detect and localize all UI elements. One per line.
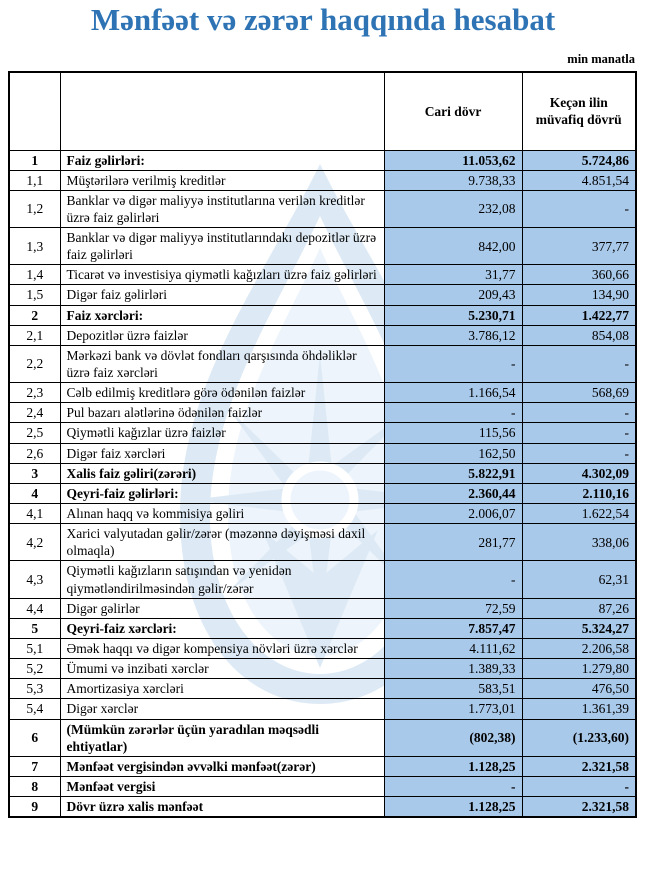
table-row: [9, 659, 636, 679]
row-previous-value: 62,31: [522, 561, 636, 598]
row-current-value: 1.166,54: [384, 383, 522, 403]
row-number: 4,2: [9, 524, 60, 561]
row-current-value: 1.128,25: [384, 756, 522, 776]
row-label: Mərkəzi bank və dövlət fondları qarşısında öhdəliklər üzrə faiz xərcləri: [60, 345, 384, 382]
table-row: [9, 797, 636, 818]
row-current-value: 1.773,01: [384, 699, 522, 719]
row-previous-value: -: [522, 190, 636, 227]
row-label: Xalis faiz gəliri(zərəri): [60, 463, 384, 483]
row-previous-value: 1.361,39: [522, 699, 636, 719]
row-number: 7: [9, 756, 60, 776]
row-number: 2,5: [9, 423, 60, 443]
row-number: 2,6: [9, 443, 60, 463]
row-number: 2: [9, 305, 60, 325]
row-number: 2,4: [9, 403, 60, 423]
row-label: Digər faiz xərcləri: [60, 443, 384, 463]
row-label: Faiz gəlirləri:: [60, 150, 384, 170]
row-previous-value: 2.206,58: [522, 639, 636, 659]
row-number: 5,3: [9, 679, 60, 699]
row-current-value: 5.230,71: [384, 305, 522, 325]
row-number: 5,1: [9, 639, 60, 659]
table-row: [9, 504, 636, 524]
table-row: [9, 463, 636, 483]
row-previous-value: 1.422,77: [522, 305, 636, 325]
row-previous-value: -: [522, 443, 636, 463]
row-label: Ümumi və inzibati xərclər: [60, 659, 384, 679]
row-current-value: 31,77: [384, 265, 522, 285]
row-label: Müştərilərə verilmiş kreditlər: [60, 170, 384, 190]
row-current-value: 7.857,47: [384, 618, 522, 638]
row-current-value: 2.360,44: [384, 483, 522, 503]
header-row: [9, 72, 636, 150]
row-previous-value: 4.302,09: [522, 463, 636, 483]
row-number: 2,2: [9, 345, 60, 382]
row-current-value: 4.111,62: [384, 639, 522, 659]
table-row: [9, 699, 636, 719]
row-label: Qiymətli kağızların satışından və yenidən qiymətləndirilməsindən gəlir/zərər: [60, 561, 384, 598]
row-current-value: 209,43: [384, 285, 522, 305]
row-label: Digər faiz gəlirləri: [60, 285, 384, 305]
unit-note: min manatla: [567, 52, 635, 66]
row-label: Amortizasiya xərcləri: [60, 679, 384, 699]
row-previous-value: 5.724,86: [522, 150, 636, 170]
table-row: [9, 483, 636, 503]
row-label: Banklar və digər maliyyə institutlarına verilən kreditlər üzrə faiz gəlirləri: [60, 190, 384, 227]
row-current-value: -: [384, 345, 522, 382]
row-label: Xarici valyutadan gəlir/zərər (məzənnə dəyişməsi daxil olmaqla): [60, 524, 384, 561]
row-previous-value: -: [522, 777, 636, 797]
table-row: [9, 403, 636, 423]
row-previous-value: 476,50: [522, 679, 636, 699]
row-label: Banklar və digər maliyyə institutlarındakı depozitlər üzrə faiz gəlirləri: [60, 228, 384, 265]
row-number: 4,4: [9, 598, 60, 618]
row-current-value: 162,50: [384, 443, 522, 463]
row-current-value: (802,38): [384, 719, 522, 756]
table-row: [9, 190, 636, 227]
row-number: 3: [9, 463, 60, 483]
row-label: Mənfəət vergisindən əvvəlki mənfəət(zərər): [60, 756, 384, 776]
row-previous-value: (1.233,60): [522, 719, 636, 756]
table-row: [9, 345, 636, 382]
row-current-value: -: [384, 777, 522, 797]
row-previous-value: 5.324,27: [522, 618, 636, 638]
table-row: [9, 150, 636, 170]
row-label: Dövr üzrə xalis mənfəət: [60, 797, 384, 818]
row-number: 2,3: [9, 383, 60, 403]
row-label: Digər xərclər: [60, 699, 384, 719]
header-col-current: Cari dövr: [384, 72, 522, 150]
table-row: [9, 443, 636, 463]
row-label: Ticarət və investisiya qiymətli kağızları üzrə faiz gəlirləri: [60, 265, 384, 285]
row-label: Qiymətli kağızlar üzrə faizlər: [60, 423, 384, 443]
row-number: 1,1: [9, 170, 60, 190]
row-number: 9: [9, 797, 60, 818]
row-current-value: -: [384, 561, 522, 598]
row-current-value: 281,77: [384, 524, 522, 561]
row-number: 5,2: [9, 659, 60, 679]
row-previous-value: 134,90: [522, 285, 636, 305]
profit-loss-table: [8, 71, 637, 818]
row-number: 8: [9, 777, 60, 797]
row-number: 5: [9, 618, 60, 638]
row-previous-value: 377,77: [522, 228, 636, 265]
row-label: Faiz xərcləri:: [60, 305, 384, 325]
header-col-number: [9, 72, 60, 150]
row-label: Qeyri-faiz gəlirləri:: [60, 483, 384, 503]
table-row: [9, 561, 636, 598]
table-header: [9, 72, 636, 150]
row-number: 1,5: [9, 285, 60, 305]
row-previous-value: -: [522, 345, 636, 382]
row-label: Depozitlər üzrə faizlər: [60, 325, 384, 345]
row-number: 1,4: [9, 265, 60, 285]
page-title: Mənfəət və zərər haqqında hesabat: [90, 2, 556, 37]
row-current-value: 11.053,62: [384, 150, 522, 170]
row-current-value: 9.738,33: [384, 170, 522, 190]
row-current-value: 1.389,33: [384, 659, 522, 679]
row-previous-value: 360,66: [522, 265, 636, 285]
table-row: [9, 618, 636, 638]
table-row: [9, 170, 636, 190]
row-previous-value: 4.851,54: [522, 170, 636, 190]
row-label: (Mümkün zərərlər üçün yaradılan məqsədli ehtiyatlar): [60, 719, 384, 756]
row-number: 1,2: [9, 190, 60, 227]
header-col-description: [60, 72, 384, 150]
table-row: [9, 285, 636, 305]
row-number: 4,3: [9, 561, 60, 598]
row-label: Mənfəət vergisi: [60, 777, 384, 797]
row-number: 1,3: [9, 228, 60, 265]
row-previous-value: 2.321,58: [522, 756, 636, 776]
row-label: Alınan haqq və kommisiya gəliri: [60, 504, 384, 524]
table-row: [9, 305, 636, 325]
row-number: 1: [9, 150, 60, 170]
row-label: Cəlb edilmiş kreditlərə görə ödənilən faizlər: [60, 383, 384, 403]
row-current-value: 1.128,25: [384, 797, 522, 818]
table-row: [9, 639, 636, 659]
row-current-value: 232,08: [384, 190, 522, 227]
table-row: [9, 679, 636, 699]
row-label: Digər gəlirlər: [60, 598, 384, 618]
row-previous-value: 2.110,16: [522, 483, 636, 503]
table-row: [9, 423, 636, 443]
row-previous-value: 854,08: [522, 325, 636, 345]
row-previous-value: 2.321,58: [522, 797, 636, 818]
row-label: Əmək haqqı və digər kompensiya növləri üzrə xərclər: [60, 639, 384, 659]
row-current-value: 115,56: [384, 423, 522, 443]
table-row: [9, 524, 636, 561]
row-current-value: 5.822,91: [384, 463, 522, 483]
row-number: 4,1: [9, 504, 60, 524]
table-row: [9, 719, 636, 756]
table-row: [9, 228, 636, 265]
row-label: Pul bazarı alətlərinə ödənilən faizlər: [60, 403, 384, 423]
table-row: [9, 598, 636, 618]
row-number: 6: [9, 719, 60, 756]
table-row: [9, 265, 636, 285]
row-previous-value: 1.622,54: [522, 504, 636, 524]
table-row: [9, 777, 636, 797]
row-current-value: -: [384, 403, 522, 423]
header-col-previous: Keçən ilin müvafiq dövrü: [522, 72, 636, 150]
row-label: Qeyri-faiz xərcləri:: [60, 618, 384, 638]
row-current-value: 3.786,12: [384, 325, 522, 345]
row-current-value: 72,59: [384, 598, 522, 618]
row-number: 2,1: [9, 325, 60, 345]
row-previous-value: -: [522, 423, 636, 443]
row-number: 4: [9, 483, 60, 503]
table-body: [9, 150, 636, 817]
row-previous-value: 568,69: [522, 383, 636, 403]
row-current-value: 2.006,07: [384, 504, 522, 524]
row-number: 5,4: [9, 699, 60, 719]
table-row: [9, 325, 636, 345]
row-current-value: 842,00: [384, 228, 522, 265]
row-previous-value: 1.279,80: [522, 659, 636, 679]
row-previous-value: -: [522, 403, 636, 423]
table-row: [9, 756, 636, 776]
table-row: [9, 383, 636, 403]
row-current-value: 583,51: [384, 679, 522, 699]
row-previous-value: 87,26: [522, 598, 636, 618]
row-previous-value: 338,06: [522, 524, 636, 561]
